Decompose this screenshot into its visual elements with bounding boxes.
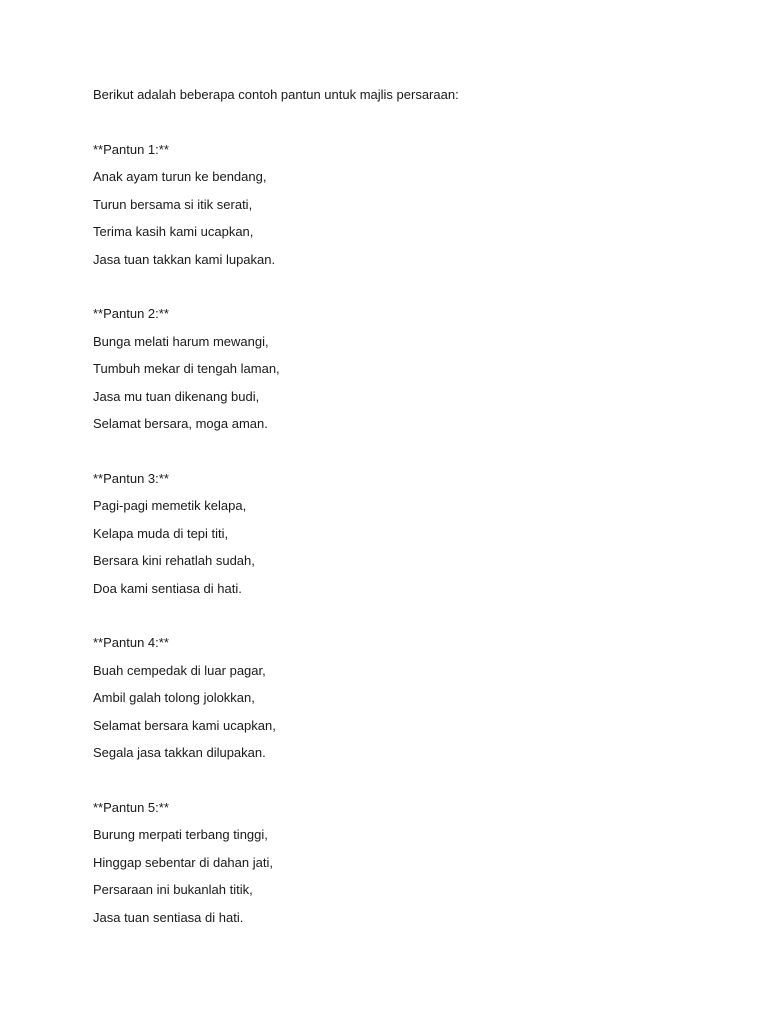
pantun-line: Pagi-pagi memetik kelapa, [93,498,247,513]
intro-paragraph: Berikut adalah beberapa contoh pantun untuk majlis persaraan: [93,87,459,102]
pantun-title: **Pantun 3:** [93,470,169,486]
pantun-4 [93,634,693,761]
pantun-line: Turun bersama si itik serati, [93,196,253,212]
pantun-line: Terima kasih kami ucapkan, [93,224,254,239]
pantun-title: **Pantun 2:** [93,306,169,321]
pantun-line: Doa kami sentiasa di hati. [93,580,242,596]
pantun-line: Persaraan ini bukanlah titik, [93,882,253,897]
pantun-line: Ambil galah tolong jolokkan, [93,690,255,705]
pantun-title: **Pantun 4:** [93,635,169,650]
document-body [93,86,693,926]
pantun-5 [93,799,693,926]
pantun-line: Jasa tuan sentiasa di hati. [93,909,244,925]
pantun-3 [93,470,693,597]
pantun-line: Segala jasa takkan dilupakan. [93,745,266,760]
pantun-title: **Pantun 5:** [93,799,169,815]
pantun-line: Selamat bersara, moga aman. [93,416,268,431]
pantun-1 [93,141,693,268]
pantun-line: Anak ayam turun ke bendang, [93,169,267,184]
pantun-2 [93,305,693,432]
pantun-title: **Pantun 1:** [93,141,169,157]
pantun-line: Selamat bersara kami ucapkan, [93,717,276,733]
pantun-line: Bunga melati harum mewangi, [93,333,269,349]
pantun-line: Burung merpati terbang tinggi, [93,827,268,842]
pantun-line: Tumbuh mekar di tengah laman, [93,361,280,376]
pantun-line: Buah cempedak di luar pagar, [93,662,266,678]
pantun-line: Kelapa muda di tepi titi, [93,525,229,541]
pantun-line: Jasa mu tuan dikenang budi, [93,388,260,404]
pantun-line: Jasa tuan takkan kami lupakan. [93,251,276,267]
pantun-line: Bersara kini rehatlah sudah, [93,553,255,568]
pantun-line: Hinggap sebentar di dahan jati, [93,854,273,870]
